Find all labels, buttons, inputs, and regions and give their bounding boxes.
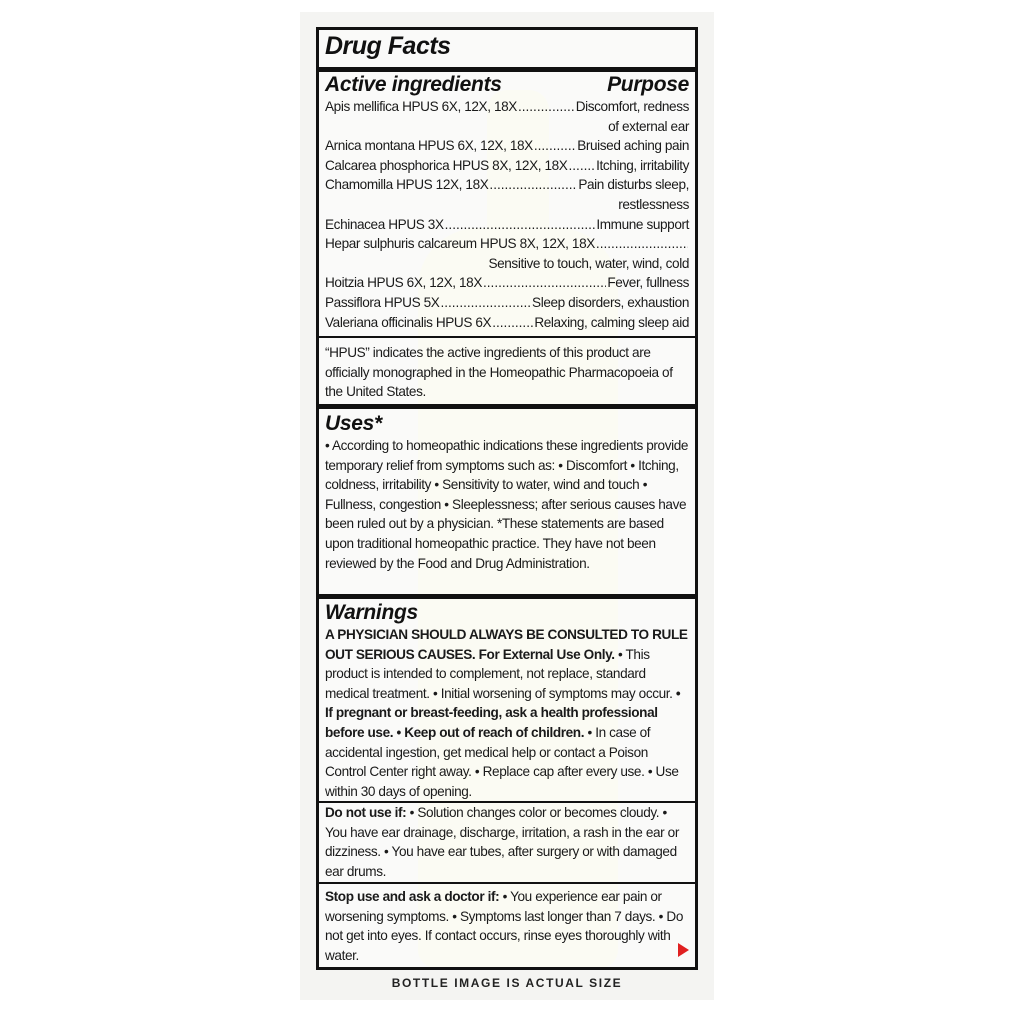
ingredient-name: Valeriana officinalis HPUS 6X <box>325 314 492 330</box>
ingredient-name: Chamomilla HPUS 12X, 18X <box>325 177 489 193</box>
do-not-use-section <box>319 803 695 881</box>
purpose-heading: Purpose <box>607 73 689 96</box>
ingredient-row <box>325 293 689 313</box>
uses-section <box>319 412 695 573</box>
ingredient-name: Calcarea phosphorica HPUS 8X, 12X, 18X <box>325 157 568 173</box>
do-not-use-label: Do not use if: <box>325 805 407 820</box>
ingredient-name: Arnica montana HPUS 6X, 12X, 18X <box>325 138 533 154</box>
do-not-use-text <box>325 803 689 881</box>
ingredient-row <box>325 136 689 156</box>
drug-facts-panel <box>316 27 698 970</box>
ingredient-purpose: Bruised aching pain <box>577 138 689 154</box>
warnings-header: Warnings <box>325 601 418 624</box>
dot-leader <box>489 175 577 195</box>
active-ingredients-heading: Active ingredients <box>325 73 502 96</box>
active-ingredients-header <box>325 73 689 97</box>
ingredient-name: Apis mellifica HPUS 6X, 12X, 18X <box>325 99 517 114</box>
hpus-note: “HPUS” indicates the active ingredients of this product are officially monographed in the Homeopathic Pharmacopoeia of the United States. <box>325 345 673 400</box>
dot-leader <box>440 293 531 313</box>
ingredient-name: Passiflora HPUS 5X <box>325 294 440 310</box>
hpus-note-section <box>319 343 695 402</box>
dot-leader <box>483 273 606 293</box>
stop-use-body: • You experience ear pain or worsening symptoms. • Symptoms last longer than 7 days. • Do not get into eyes. If contact occurs, rinse eyes thoroughly with water. <box>325 889 683 963</box>
ingredient-purpose: Fever, fullness <box>607 275 689 291</box>
warnings-text <box>325 625 689 801</box>
ingredient-row <box>325 156 689 176</box>
ingredient-purpose: Discomfort, redness <box>575 99 689 114</box>
ingredient-name: Hepar sulphuris calcareum HPUS 8X, 12X, 18X <box>325 236 595 252</box>
ingredient-purpose-continued: Sensitive to touch, water, wind, cold <box>488 255 689 271</box>
active-ingredients-section <box>319 73 695 332</box>
ingredients-list <box>325 97 689 332</box>
drug-facts-title-section <box>319 32 695 60</box>
drug-facts-title: Drug Facts <box>325 32 451 60</box>
ingredient-purpose: Relaxing, calming sleep aid <box>534 314 689 330</box>
warnings-bold-2: • If pregnant or breast-feeding, ask a health professional before use. • Keep out of reach of children. <box>325 685 681 740</box>
ingredient-purpose-continued: restlessness <box>618 196 689 212</box>
uses-text: • According to homeopathic indications these ingredients provide temporary relief from symptoms such as: • Discomfort • Itching, coldness, irritability • Sensitivity to water, wind and touch • Fullness, congestion • Sleeplessness; after serious causes have been ruled out by a physician. *These statements are based upon traditional homeopathic practice. They have not been reviewed by the Food and Drug Administration. <box>325 438 689 571</box>
ingredient-purpose: Itching, irritability <box>596 157 689 173</box>
warnings-section <box>319 601 695 801</box>
divider <box>319 67 695 72</box>
ingredient-purpose-continued: of external ear <box>608 118 689 134</box>
dot-leader <box>518 97 575 117</box>
ingredient-row <box>325 215 689 235</box>
divider <box>319 594 695 599</box>
ingredient-name: Echinacea HPUS 3X <box>325 216 444 232</box>
ingredient-row <box>325 234 689 254</box>
dot-leader <box>596 234 688 254</box>
ingredient-row <box>325 313 689 333</box>
warnings-bold: A PHYSICIAN SHOULD ALWAYS BE CONSULTED TO RULE OUT SERIOUS CAUSES. For External Use Only. <box>325 627 688 662</box>
ingredient-name: Hoitzia HPUS 6X, 12X, 18X <box>325 275 482 291</box>
ingredient-purpose: Sleep disorders, exhaustion <box>532 294 689 310</box>
continue-arrow-icon <box>678 943 689 957</box>
stop-use-label: Stop use and ask a doctor if: <box>325 889 500 904</box>
ingredient-row <box>325 97 689 117</box>
divider <box>319 404 695 409</box>
bottle-size-note: BOTTLE IMAGE IS ACTUAL SIZE <box>391 976 623 990</box>
dot-leader <box>568 156 595 176</box>
ingredient-row <box>325 273 689 293</box>
ingredient-purpose: Immune support <box>596 216 689 232</box>
do-not-use-body: • Solution changes color or becomes cloudy. • You have ear drainage, discharge, irritation, a rash in the ear or dizziness. • You have ear tubes, after surgery or with damaged ear drums. <box>325 805 679 879</box>
stop-use-section <box>319 887 695 965</box>
divider <box>319 336 695 338</box>
dot-leader <box>445 215 596 235</box>
ingredient-purpose: Pain disturbs sleep, <box>578 177 689 193</box>
warnings-para-2: • In case of accidental ingestion, get medical help or contact a Poison Control Center right away. • Replace cap after every use. • Use within 30 days of opening. <box>325 724 679 799</box>
dot-leader <box>534 136 576 156</box>
ingredient-row <box>325 175 689 195</box>
dot-leader <box>492 313 533 333</box>
divider <box>319 882 695 884</box>
warnings-para-1: • This product is intended to complement, not replace, standard medical treatment. • Initial worsening of symptoms may occur. <box>325 646 673 701</box>
uses-header: Uses* <box>325 412 382 435</box>
stop-use-text <box>325 887 689 965</box>
